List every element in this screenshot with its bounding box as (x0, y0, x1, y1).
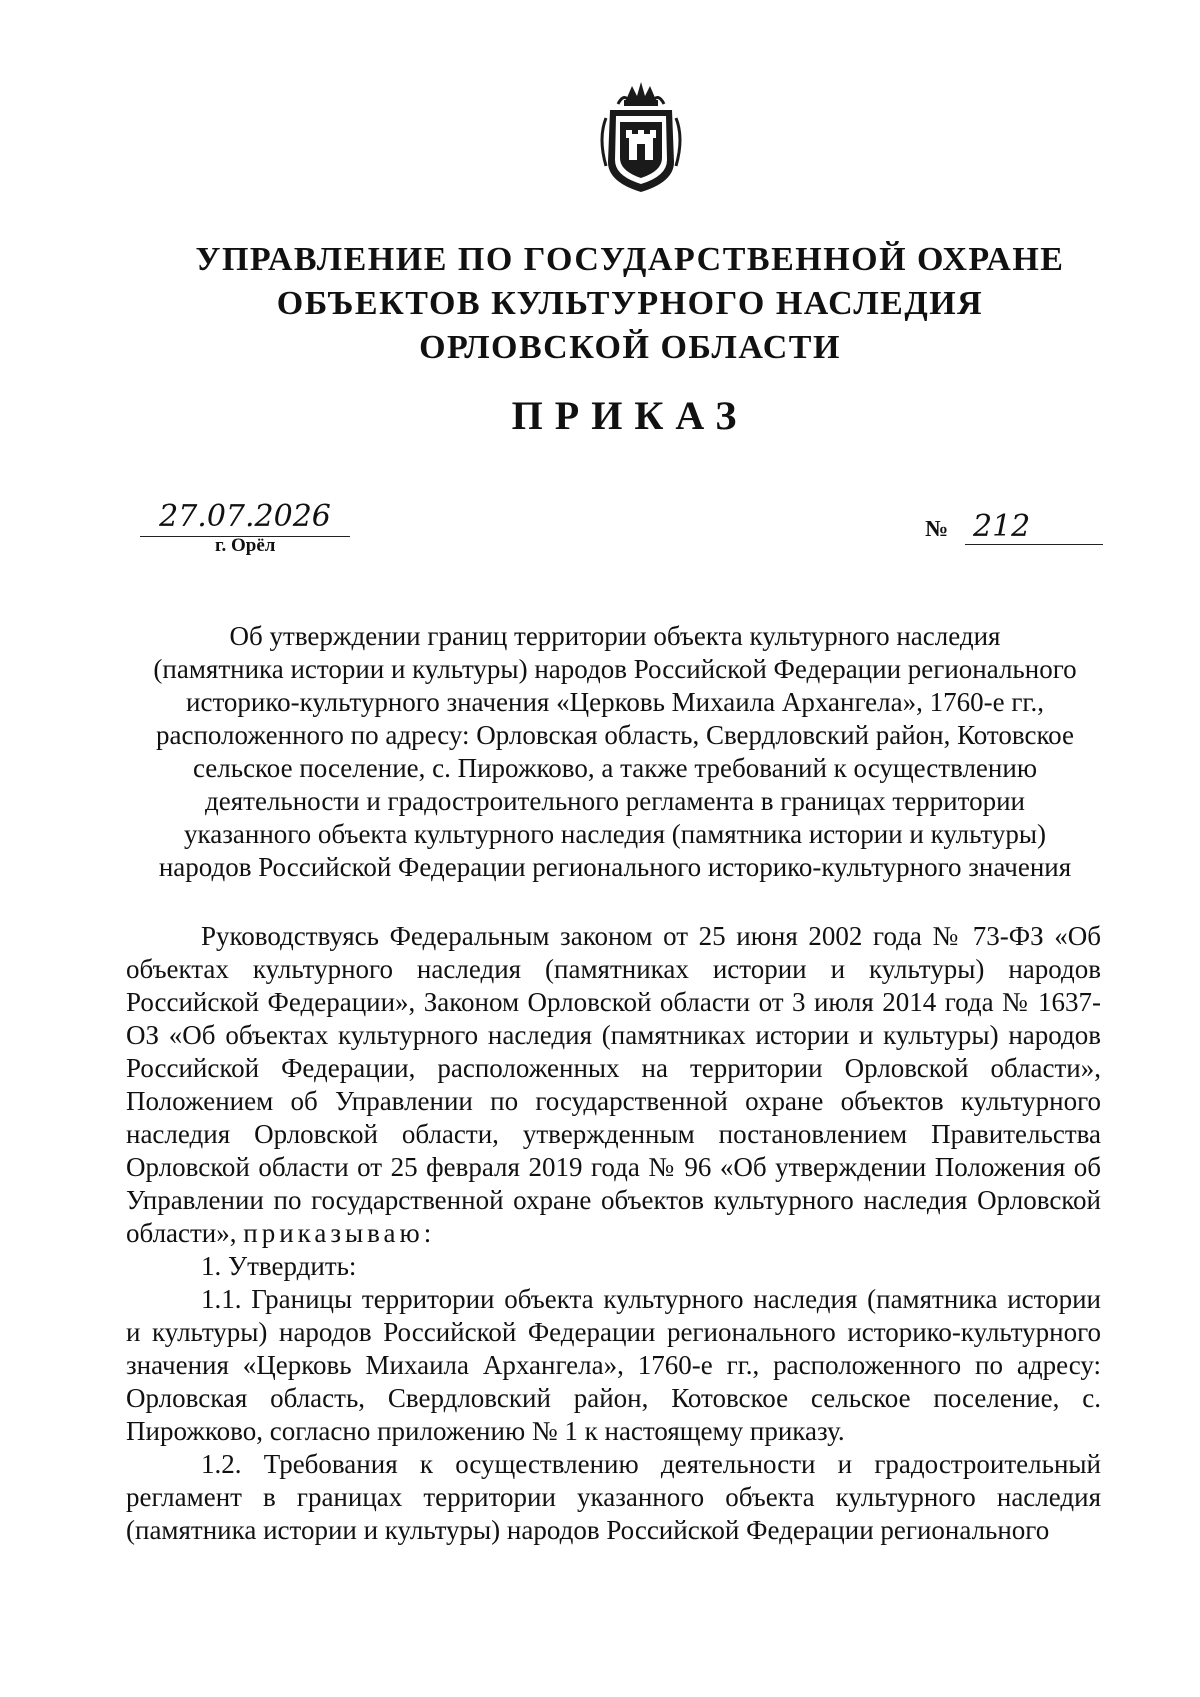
title-line-8: народов Российской Федерации регионального историко-культурного значения (158, 852, 1072, 882)
title-line-5: сельское поселение, с. Пирожково, а также требований к осуществлению (192, 753, 1037, 783)
date-field (140, 500, 350, 537)
item-1-1: 1.1. Границы территории объекта культурного наследия (памятника истории и культуры) народов Российской Федерации регионального историко-культурного значения «Церковь Михаила Архангела», 1760-е гг., расположенного по адресу: Орловская область, Свердловский район, Котовское сельское поселение, с. Пирожково, согласно приложению № 1 к настоящему приказу. (126, 1284, 1101, 1446)
title-line-3: историко-культурного значения «Церковь Михаила Архангела», 1760-е гг., (186, 687, 1044, 717)
agency-name (150, 238, 1110, 370)
handwritten-date: 27.07.2026 (140, 500, 350, 537)
document-body (126, 920, 1101, 1547)
item-1-2: 1.2. Требования к осуществлению деятельности и градостроительный регламент в границах территории указанного объекта культурного наследия (памятника истории и культуры) народов Российской Федерации регионального (126, 1449, 1101, 1545)
document-title (125, 620, 1105, 884)
document-type-heading: ПРИКАЗ (511, 393, 749, 438)
handwritten-number: 212 (965, 510, 1103, 545)
number-sign-label: № (925, 516, 949, 541)
preamble-text: Руководствуясь Федеральным законом от 25 июня 2002 года № 73-ФЗ «Об объектах культурного наследия (памятниках истории и культуры) народов Российской Федерации», Законом Орловской области от 3 июля 2014 года № 1637-ОЗ «Об объектах культурного наследия (памятниках истории и культуры) народов Российской Федерации, расположенных на территории Орловской области», Положением об Управлении по государственной охране объектов культурного наследия Орловской области, утвержденным постановлением Правительства Орловской области от 25 февраля 2019 года № 96 «Об утверждении Положения об Управлении по государственной охране объектов культурного наследия Орловской области», (126, 921, 1101, 1248)
title-line-4: расположенного по адресу: Орловская область, Свердловский район, Котовское (155, 720, 1074, 750)
city-label: г. Орёл (215, 535, 276, 556)
coat-of-arms-emblem-icon (596, 78, 686, 198)
document-number-field (925, 510, 1095, 550)
title-line-2: (памятника истории и культуры) народов Российской Федерации регионального (153, 654, 1077, 684)
agency-line-3: ОРЛОВСКОЙ ОБЛАСТИ (419, 329, 841, 366)
agency-line-2: ОБЪЕКТОВ КУЛЬТУРНОГО НАСЛЕДИЯ (276, 285, 984, 322)
item-1: 1. Утвердить: (201, 1251, 357, 1281)
preamble-paragraph (126, 920, 1101, 1250)
order-word: приказываю: (243, 1218, 436, 1248)
title-line-7: указанного объекта культурного наследия (памятника истории и культуры) (184, 819, 1046, 849)
title-line-6: деятельности и градостроительного регламента в границах территории (205, 786, 1025, 816)
agency-line-1: УПРАВЛЕНИЕ ПО ГОСУДАРСТВЕННОЙ ОХРАНЕ (195, 241, 1065, 278)
title-line-1: Об утверждении границ территории объекта культурного наследия (229, 621, 1001, 651)
